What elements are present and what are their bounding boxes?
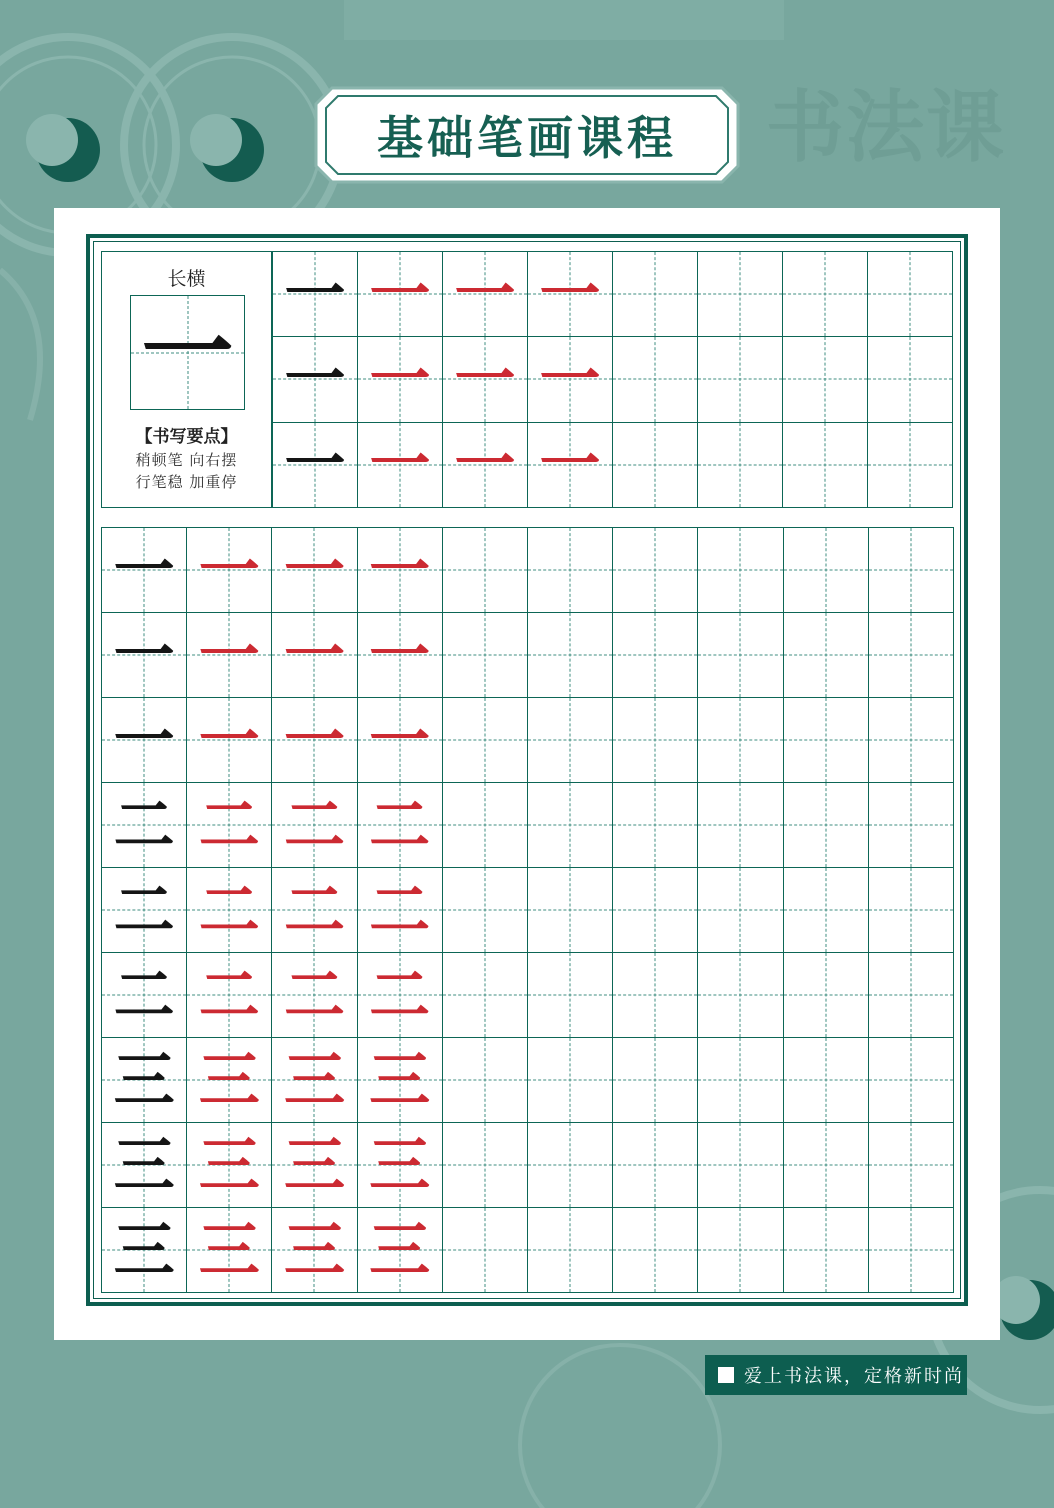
trace-character: 二 bbox=[198, 789, 260, 861]
trace-character bbox=[784, 528, 868, 612]
main-grid-cell bbox=[612, 867, 698, 953]
main-grid-cell bbox=[186, 1037, 272, 1123]
tips-line: 稍顿笔 向右摆 bbox=[135, 451, 238, 469]
main-grid-cell bbox=[271, 782, 357, 868]
main-grid-cell bbox=[527, 612, 613, 698]
trace-character bbox=[613, 1208, 697, 1292]
main-grid-cell bbox=[442, 1037, 528, 1123]
main-grid-cell bbox=[271, 1122, 357, 1208]
trace-character bbox=[869, 868, 953, 952]
trace-character bbox=[698, 953, 782, 1037]
main-grid-cell bbox=[612, 1207, 698, 1293]
trace-character: 三 bbox=[369, 1044, 431, 1116]
main-grid-cell bbox=[357, 867, 443, 953]
trace-character bbox=[528, 1208, 612, 1292]
main-grid-cell bbox=[868, 697, 954, 783]
main-grid-cell bbox=[697, 1122, 783, 1208]
main-grid-cell bbox=[697, 697, 783, 783]
trace-character: 二 bbox=[283, 959, 345, 1031]
trace-character bbox=[784, 868, 868, 952]
main-grid-cell bbox=[868, 1037, 954, 1123]
main-grid-cell bbox=[783, 612, 869, 698]
top-grid-cell bbox=[527, 336, 613, 422]
main-grid-cell bbox=[527, 1037, 613, 1123]
trace-character: 一 bbox=[369, 534, 431, 606]
main-grid-cell bbox=[186, 697, 272, 783]
main-grid-cell bbox=[612, 612, 698, 698]
trace-character bbox=[698, 1123, 782, 1207]
trace-character: 一 bbox=[369, 343, 431, 415]
main-grid-cell bbox=[697, 867, 783, 953]
trace-character: 一 bbox=[198, 704, 260, 776]
trace-character: 三 bbox=[198, 1214, 260, 1286]
main-grid-cell bbox=[442, 527, 528, 613]
trace-character bbox=[784, 1038, 868, 1122]
main-grid-cell bbox=[442, 697, 528, 783]
top-grid-cell bbox=[442, 336, 528, 422]
main-grid-cell bbox=[868, 1207, 954, 1293]
main-grid-cell bbox=[527, 1207, 613, 1293]
trace-character bbox=[613, 528, 697, 612]
top-grid-cell bbox=[357, 336, 443, 422]
trace-character: 一 bbox=[539, 343, 601, 415]
main-grid-cell bbox=[271, 612, 357, 698]
slogan-bar bbox=[705, 1355, 967, 1395]
trace-character bbox=[613, 337, 697, 421]
trace-character: 二 bbox=[198, 959, 260, 1031]
main-grid-cell bbox=[527, 527, 613, 613]
main-grid-cell bbox=[101, 952, 187, 1038]
main-grid-cell bbox=[357, 952, 443, 1038]
main-grid-cell bbox=[186, 1122, 272, 1208]
trace-character: 二 bbox=[198, 874, 260, 946]
trace-character: 二 bbox=[283, 789, 345, 861]
main-grid-cell bbox=[612, 527, 698, 613]
trace-character: 三 bbox=[283, 1044, 345, 1116]
model-character: 二 bbox=[113, 959, 175, 1031]
trace-character: 二 bbox=[369, 874, 431, 946]
main-grid-cell bbox=[101, 782, 187, 868]
sample-character: 一 bbox=[141, 298, 234, 406]
trace-character: 一 bbox=[198, 534, 260, 606]
trace-character bbox=[784, 1208, 868, 1292]
main-grid-cell bbox=[612, 697, 698, 783]
main-grid-cell bbox=[357, 1207, 443, 1293]
main-grid-cell bbox=[271, 527, 357, 613]
trace-character: 一 bbox=[283, 619, 345, 691]
main-grid-cell bbox=[612, 1122, 698, 1208]
trace-character bbox=[443, 783, 527, 867]
trace-character bbox=[613, 613, 697, 697]
top-grid-cell bbox=[697, 251, 783, 337]
main-grid-cell bbox=[527, 867, 613, 953]
trace-character bbox=[443, 1038, 527, 1122]
main-grid-cell bbox=[527, 782, 613, 868]
top-grid-cell bbox=[442, 422, 528, 508]
trace-character bbox=[869, 1038, 953, 1122]
main-grid-cell bbox=[612, 782, 698, 868]
main-grid-cell bbox=[783, 952, 869, 1038]
trace-character bbox=[528, 868, 612, 952]
trace-character bbox=[613, 1038, 697, 1122]
trace-character: 一 bbox=[369, 258, 431, 330]
main-grid-cell bbox=[697, 782, 783, 868]
trace-character: 一 bbox=[539, 258, 601, 330]
trace-character bbox=[613, 698, 697, 782]
top-grid-cell bbox=[272, 251, 358, 337]
trace-character bbox=[443, 868, 527, 952]
main-grid-cell bbox=[527, 697, 613, 783]
top-grid-cell bbox=[697, 336, 783, 422]
stroke-info-panel bbox=[101, 251, 272, 508]
trace-character: 二 bbox=[283, 874, 345, 946]
trace-character bbox=[613, 423, 697, 507]
top-grid-cell bbox=[782, 422, 868, 508]
top-grid-cell bbox=[867, 422, 953, 508]
trace-character bbox=[698, 1208, 782, 1292]
main-grid-cell bbox=[101, 612, 187, 698]
main-grid-cell bbox=[868, 952, 954, 1038]
trace-character: 一 bbox=[283, 704, 345, 776]
trace-character bbox=[698, 528, 782, 612]
trace-character bbox=[528, 953, 612, 1037]
trace-character: 二 bbox=[369, 959, 431, 1031]
top-grid-cell bbox=[357, 422, 443, 508]
trace-character bbox=[869, 1123, 953, 1207]
trace-character bbox=[783, 337, 867, 421]
trace-character: 一 bbox=[454, 343, 516, 415]
main-grid-cell bbox=[186, 782, 272, 868]
model-character: 一 bbox=[113, 704, 175, 776]
main-grid-cell bbox=[442, 1122, 528, 1208]
top-grid-cell bbox=[867, 251, 953, 337]
stroke-name: 长横 bbox=[167, 268, 206, 290]
main-grid-cell bbox=[186, 527, 272, 613]
trace-character bbox=[784, 783, 868, 867]
trace-character bbox=[868, 337, 952, 421]
top-grid-cell bbox=[527, 422, 613, 508]
main-grid-cell bbox=[868, 527, 954, 613]
trace-character: 三 bbox=[369, 1129, 431, 1201]
top-grid-cell bbox=[612, 336, 698, 422]
main-grid-cell bbox=[612, 952, 698, 1038]
trace-character bbox=[698, 1038, 782, 1122]
trace-character: 三 bbox=[198, 1044, 260, 1116]
square-bullet-icon bbox=[718, 1367, 734, 1383]
main-grid-cell bbox=[101, 1037, 187, 1123]
main-grid-cell bbox=[442, 867, 528, 953]
trace-character bbox=[613, 953, 697, 1037]
trace-character: 三 bbox=[198, 1129, 260, 1201]
main-grid-cell bbox=[357, 1122, 443, 1208]
top-grid-cell bbox=[782, 251, 868, 337]
model-character: 一 bbox=[284, 429, 346, 501]
main-grid-cell bbox=[101, 1207, 187, 1293]
main-grid-cell bbox=[783, 527, 869, 613]
main-grid-cell bbox=[612, 1037, 698, 1123]
main-grid-cell bbox=[697, 1207, 783, 1293]
main-grid-cell bbox=[357, 1037, 443, 1123]
main-grid-cell bbox=[783, 697, 869, 783]
trace-character bbox=[528, 698, 612, 782]
trace-character bbox=[784, 613, 868, 697]
watermark-text: 书法课 bbox=[766, 83, 1007, 173]
main-grid-cell bbox=[357, 612, 443, 698]
title-banner bbox=[314, 86, 740, 184]
main-grid-cell bbox=[186, 952, 272, 1038]
top-grid-cell bbox=[612, 251, 698, 337]
top-grid-cell bbox=[527, 251, 613, 337]
trace-character bbox=[528, 528, 612, 612]
main-grid-cell bbox=[186, 867, 272, 953]
trace-character bbox=[868, 252, 952, 336]
trace-character bbox=[613, 783, 697, 867]
model-character: 三 bbox=[113, 1214, 175, 1286]
trace-character bbox=[698, 698, 782, 782]
main-grid-cell bbox=[442, 612, 528, 698]
trace-character bbox=[698, 613, 782, 697]
main-grid-cell bbox=[101, 867, 187, 953]
trace-character bbox=[443, 1123, 527, 1207]
main-grid-cell bbox=[271, 1037, 357, 1123]
trace-character: 一 bbox=[198, 619, 260, 691]
trace-character bbox=[698, 337, 782, 421]
main-grid-cell bbox=[783, 1122, 869, 1208]
model-character: 一 bbox=[284, 258, 346, 330]
model-character: 二 bbox=[113, 789, 175, 861]
trace-character bbox=[443, 613, 527, 697]
top-grid-cell bbox=[697, 422, 783, 508]
main-grid-cell bbox=[271, 697, 357, 783]
trace-character bbox=[613, 868, 697, 952]
trace-character bbox=[869, 613, 953, 697]
main-grid-cell bbox=[868, 782, 954, 868]
trace-character bbox=[869, 783, 953, 867]
trace-character: 三 bbox=[369, 1214, 431, 1286]
trace-character bbox=[443, 528, 527, 612]
top-grid-cell bbox=[272, 422, 358, 508]
page-title: 基础笔画课程 bbox=[377, 111, 677, 165]
trace-character: 三 bbox=[283, 1129, 345, 1201]
trace-character: 一 bbox=[369, 704, 431, 776]
trace-character bbox=[698, 252, 782, 336]
trace-character bbox=[443, 1208, 527, 1292]
main-grid-cell bbox=[271, 1207, 357, 1293]
top-grid-cell bbox=[272, 336, 358, 422]
top-grid-cell bbox=[867, 336, 953, 422]
main-grid-cell bbox=[697, 612, 783, 698]
trace-character: 一 bbox=[539, 429, 601, 501]
model-character: 一 bbox=[284, 343, 346, 415]
top-grid-cell bbox=[442, 251, 528, 337]
trace-character bbox=[698, 423, 782, 507]
trace-character bbox=[783, 423, 867, 507]
top-grid-cell bbox=[357, 251, 443, 337]
trace-character bbox=[869, 953, 953, 1037]
main-grid-cell bbox=[357, 697, 443, 783]
trace-character bbox=[698, 868, 782, 952]
main-grid-cell bbox=[442, 1207, 528, 1293]
trace-character bbox=[869, 528, 953, 612]
main-grid-cell bbox=[868, 612, 954, 698]
main-grid-cell bbox=[442, 952, 528, 1038]
trace-character bbox=[698, 783, 782, 867]
trace-character bbox=[784, 698, 868, 782]
main-grid-cell bbox=[527, 1122, 613, 1208]
trace-character bbox=[784, 1123, 868, 1207]
model-character: 一 bbox=[113, 619, 175, 691]
main-grid-cell bbox=[442, 782, 528, 868]
trace-character bbox=[613, 1123, 697, 1207]
trace-character: 二 bbox=[369, 789, 431, 861]
trace-character: 一 bbox=[369, 619, 431, 691]
main-grid-cell bbox=[271, 952, 357, 1038]
trace-character: 一 bbox=[454, 258, 516, 330]
trace-character bbox=[528, 1038, 612, 1122]
main-grid-cell bbox=[868, 1122, 954, 1208]
trace-character bbox=[868, 423, 952, 507]
model-character: 三 bbox=[113, 1044, 175, 1116]
trace-character bbox=[528, 1123, 612, 1207]
main-grid-cell bbox=[357, 527, 443, 613]
trace-character: 三 bbox=[283, 1214, 345, 1286]
main-grid-cell bbox=[783, 1207, 869, 1293]
main-grid-cell bbox=[697, 952, 783, 1038]
main-grid-cell bbox=[101, 1122, 187, 1208]
trace-character bbox=[784, 953, 868, 1037]
trace-character bbox=[443, 698, 527, 782]
main-grid-cell bbox=[783, 782, 869, 868]
main-grid-cell bbox=[101, 697, 187, 783]
main-grid-cell bbox=[697, 1037, 783, 1123]
trace-character: 一 bbox=[283, 534, 345, 606]
trace-character bbox=[528, 783, 612, 867]
tips-heading: 【书写要点】 bbox=[135, 427, 238, 447]
model-character: 三 bbox=[113, 1129, 175, 1201]
trace-character: 一 bbox=[454, 429, 516, 501]
model-character: 一 bbox=[113, 534, 175, 606]
main-grid-cell bbox=[357, 782, 443, 868]
slogan-text: 爱上书法课，定格新时尚 bbox=[744, 1366, 964, 1387]
top-grid-cell bbox=[612, 422, 698, 508]
main-grid-cell bbox=[868, 867, 954, 953]
model-character: 二 bbox=[113, 874, 175, 946]
trace-character bbox=[783, 252, 867, 336]
tips-line: 行笔稳 加重停 bbox=[135, 473, 238, 491]
main-grid-cell bbox=[271, 867, 357, 953]
main-grid-cell bbox=[697, 527, 783, 613]
sample-character-box bbox=[130, 295, 245, 410]
main-grid-cell bbox=[186, 1207, 272, 1293]
main-grid-cell bbox=[527, 952, 613, 1038]
trace-character: 一 bbox=[369, 429, 431, 501]
main-grid-cell bbox=[186, 612, 272, 698]
trace-character bbox=[443, 953, 527, 1037]
trace-character bbox=[528, 613, 612, 697]
main-grid-cell bbox=[783, 867, 869, 953]
trace-character bbox=[613, 252, 697, 336]
trace-character bbox=[869, 698, 953, 782]
top-grid-cell bbox=[782, 336, 868, 422]
main-grid-cell bbox=[783, 1037, 869, 1123]
trace-character bbox=[869, 1208, 953, 1292]
main-grid-cell bbox=[101, 527, 187, 613]
